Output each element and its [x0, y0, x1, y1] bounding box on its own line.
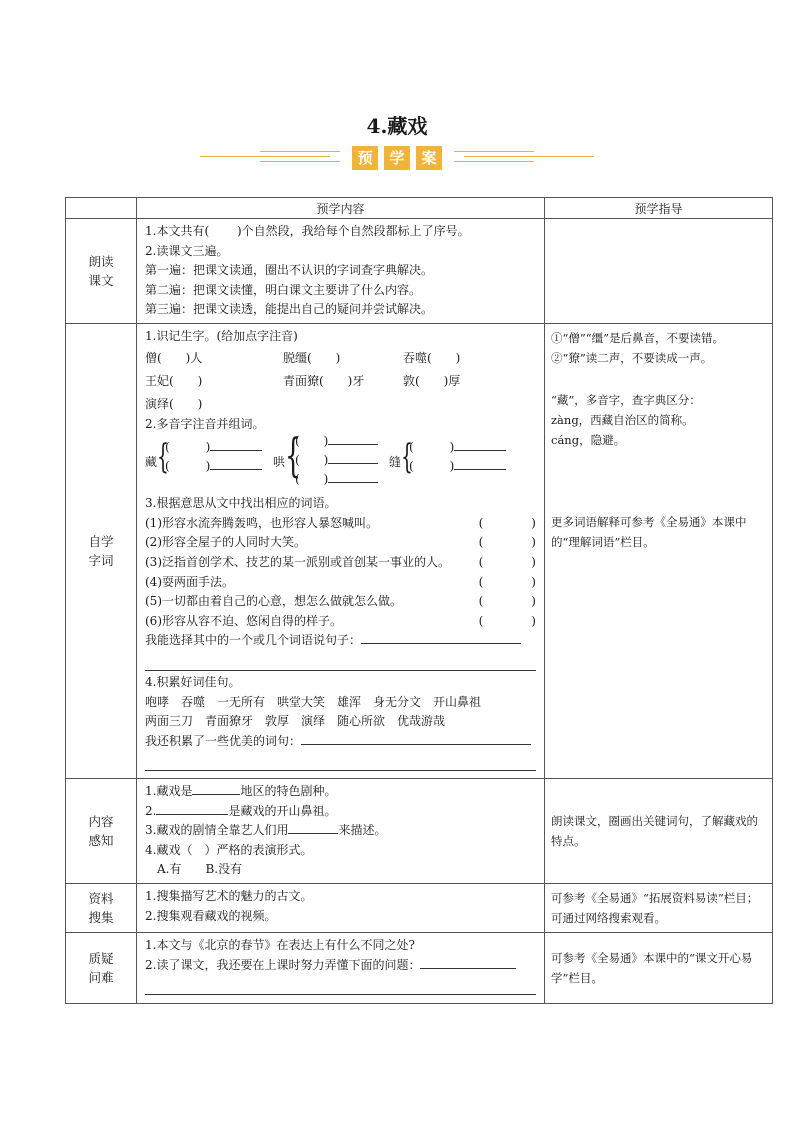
q4-more: 我还积累了一些优美的词句：: [145, 732, 536, 752]
col-header-guide: 预学指导: [545, 198, 773, 219]
read-content: [137, 219, 545, 324]
category-read: 朗读 课文: [66, 219, 137, 324]
q3-sentence: 我能选择其中的一个或几个词语说句子：: [145, 631, 536, 651]
words-content: [137, 323, 545, 778]
read-line: 2.读课文三遍。: [145, 243, 229, 258]
banner-char: 预: [352, 146, 378, 170]
pinyin-item: 演绎( ): [145, 396, 203, 411]
read-line: 1.本文共有( )个自然段，我给每个自然段都标上了序号。: [145, 224, 470, 238]
banner-char: 学: [384, 146, 410, 170]
answer-line: [145, 753, 536, 771]
q3-item: (4)耍两面手法。 ( ): [145, 574, 536, 589]
section-banner: [200, 144, 594, 172]
category-question: 质疑 问难: [66, 932, 137, 1003]
q1-heading: 1.识记生字。(给加点字注音): [145, 328, 298, 343]
read-line: 第二遍：把课文读懂，明白课文主要讲了什么内容。: [145, 282, 422, 297]
words-guide: ①“僧”“缰”是后鼻音，不要读错。 ②“獠”读二声，不要读成一声。 “藏”，多音字，查字典区分： zàng，西藏自治区的简称。 cáng，隐避。 更多词语解释可参考《全易通》本课中的“理解词语”栏目。: [545, 323, 773, 778]
category-words: 自学 字词: [66, 323, 137, 778]
polyphone-group: 藏 { ( ) ( ) 哄 { ( ) ( ) ( ) 缝 { ( ) ( ): [145, 434, 536, 490]
question-content: 1.本文与《北京的春节》在表达上有什么不同之处? 2.读了课文，我还要在上课时努力弄懂下面的问题：: [137, 932, 545, 1003]
q3-item: (2)形容全屋子的人同时大笑。 ( ): [145, 535, 536, 550]
q3-item: (1)形容水流奔腾轰鸣，也形容人暴怒喊叫。 ( ): [145, 515, 536, 530]
page-title: 4.藏戏: [366, 114, 428, 138]
read-guide: [545, 219, 773, 324]
polyphone-char: 缝: [389, 455, 402, 470]
answer-line: [145, 977, 536, 995]
q3-item: (6)形容从容不迫、悠闲自得的样子。 ( ): [145, 613, 536, 628]
q3-item: (5)一切都由着自己的心意，想怎么做就怎么做。 ( ): [145, 594, 536, 609]
q4-words: 咆哮 吞噬 一无所有 哄堂大笑 雄浑 身无分文 开山鼻祖: [145, 694, 482, 709]
pinyin-item: 僧( )人: [145, 350, 203, 365]
pinyin-item: 脱缰( ): [283, 350, 341, 365]
read-line: 第一遍：把课文读通，圈出不认识的字词查字典解决。: [145, 263, 434, 278]
pinyin-item: 吞噬( ): [403, 350, 461, 365]
banner-char: 案: [416, 146, 442, 170]
q3-item: (3)泛指首创学术、技艺的某一派别或首创某一事业的人。 ( ): [145, 554, 536, 569]
category-material: 资料 搜集: [66, 883, 137, 932]
pinyin-item: 王妃( ): [145, 373, 203, 388]
q2-heading: 2.多音字注音并组词。: [145, 416, 265, 431]
q3-heading: 3.根据意思从文中找出相应的词语。: [145, 496, 337, 511]
polyphone-char: 藏: [145, 455, 158, 470]
preview-table: [65, 197, 773, 1004]
q4-heading: 4.积累好词佳句。: [145, 674, 241, 689]
pinyin-item: 青面獠( )牙: [283, 373, 365, 388]
choice-options: A.有 B.没有: [157, 862, 243, 877]
category-content: 内容 感知: [66, 778, 137, 883]
content-content: 1.藏戏是 地区的特色剧种。 2. 是藏戏的开山鼻祖。 3.藏戏的剧情全靠艺人们用 来描述。 4.藏戏（ ）严格的表演形式。 A.有 B.没有: [137, 778, 545, 883]
answer-line: [145, 653, 536, 671]
q4-words: 两面三刀 青面獠牙 敦厚 演绎 随心所欲 优哉游哉: [145, 714, 446, 729]
material-guide: 可参考《全易通》“拓展资料易读”栏目；可通过网络搜索观看。: [545, 883, 773, 932]
col-header-content: 预学内容: [137, 198, 545, 219]
read-line: 第三遍：把课文读透，能提出自己的疑问并尝试解决。: [145, 302, 434, 317]
question-guide: 可参考《全易通》本课中的“课文开心易学”栏目。: [545, 932, 773, 1003]
polyphone-char: 哄: [273, 455, 286, 470]
material-content: 1.搜集描写艺术的魅力的古文。 2.搜集观看藏戏的视频。: [137, 883, 545, 932]
pinyin-item: 敦( )厚: [403, 373, 461, 388]
content-guide: 朗读课文，圈画出关键词句，了解藏戏的特点。: [545, 778, 773, 883]
